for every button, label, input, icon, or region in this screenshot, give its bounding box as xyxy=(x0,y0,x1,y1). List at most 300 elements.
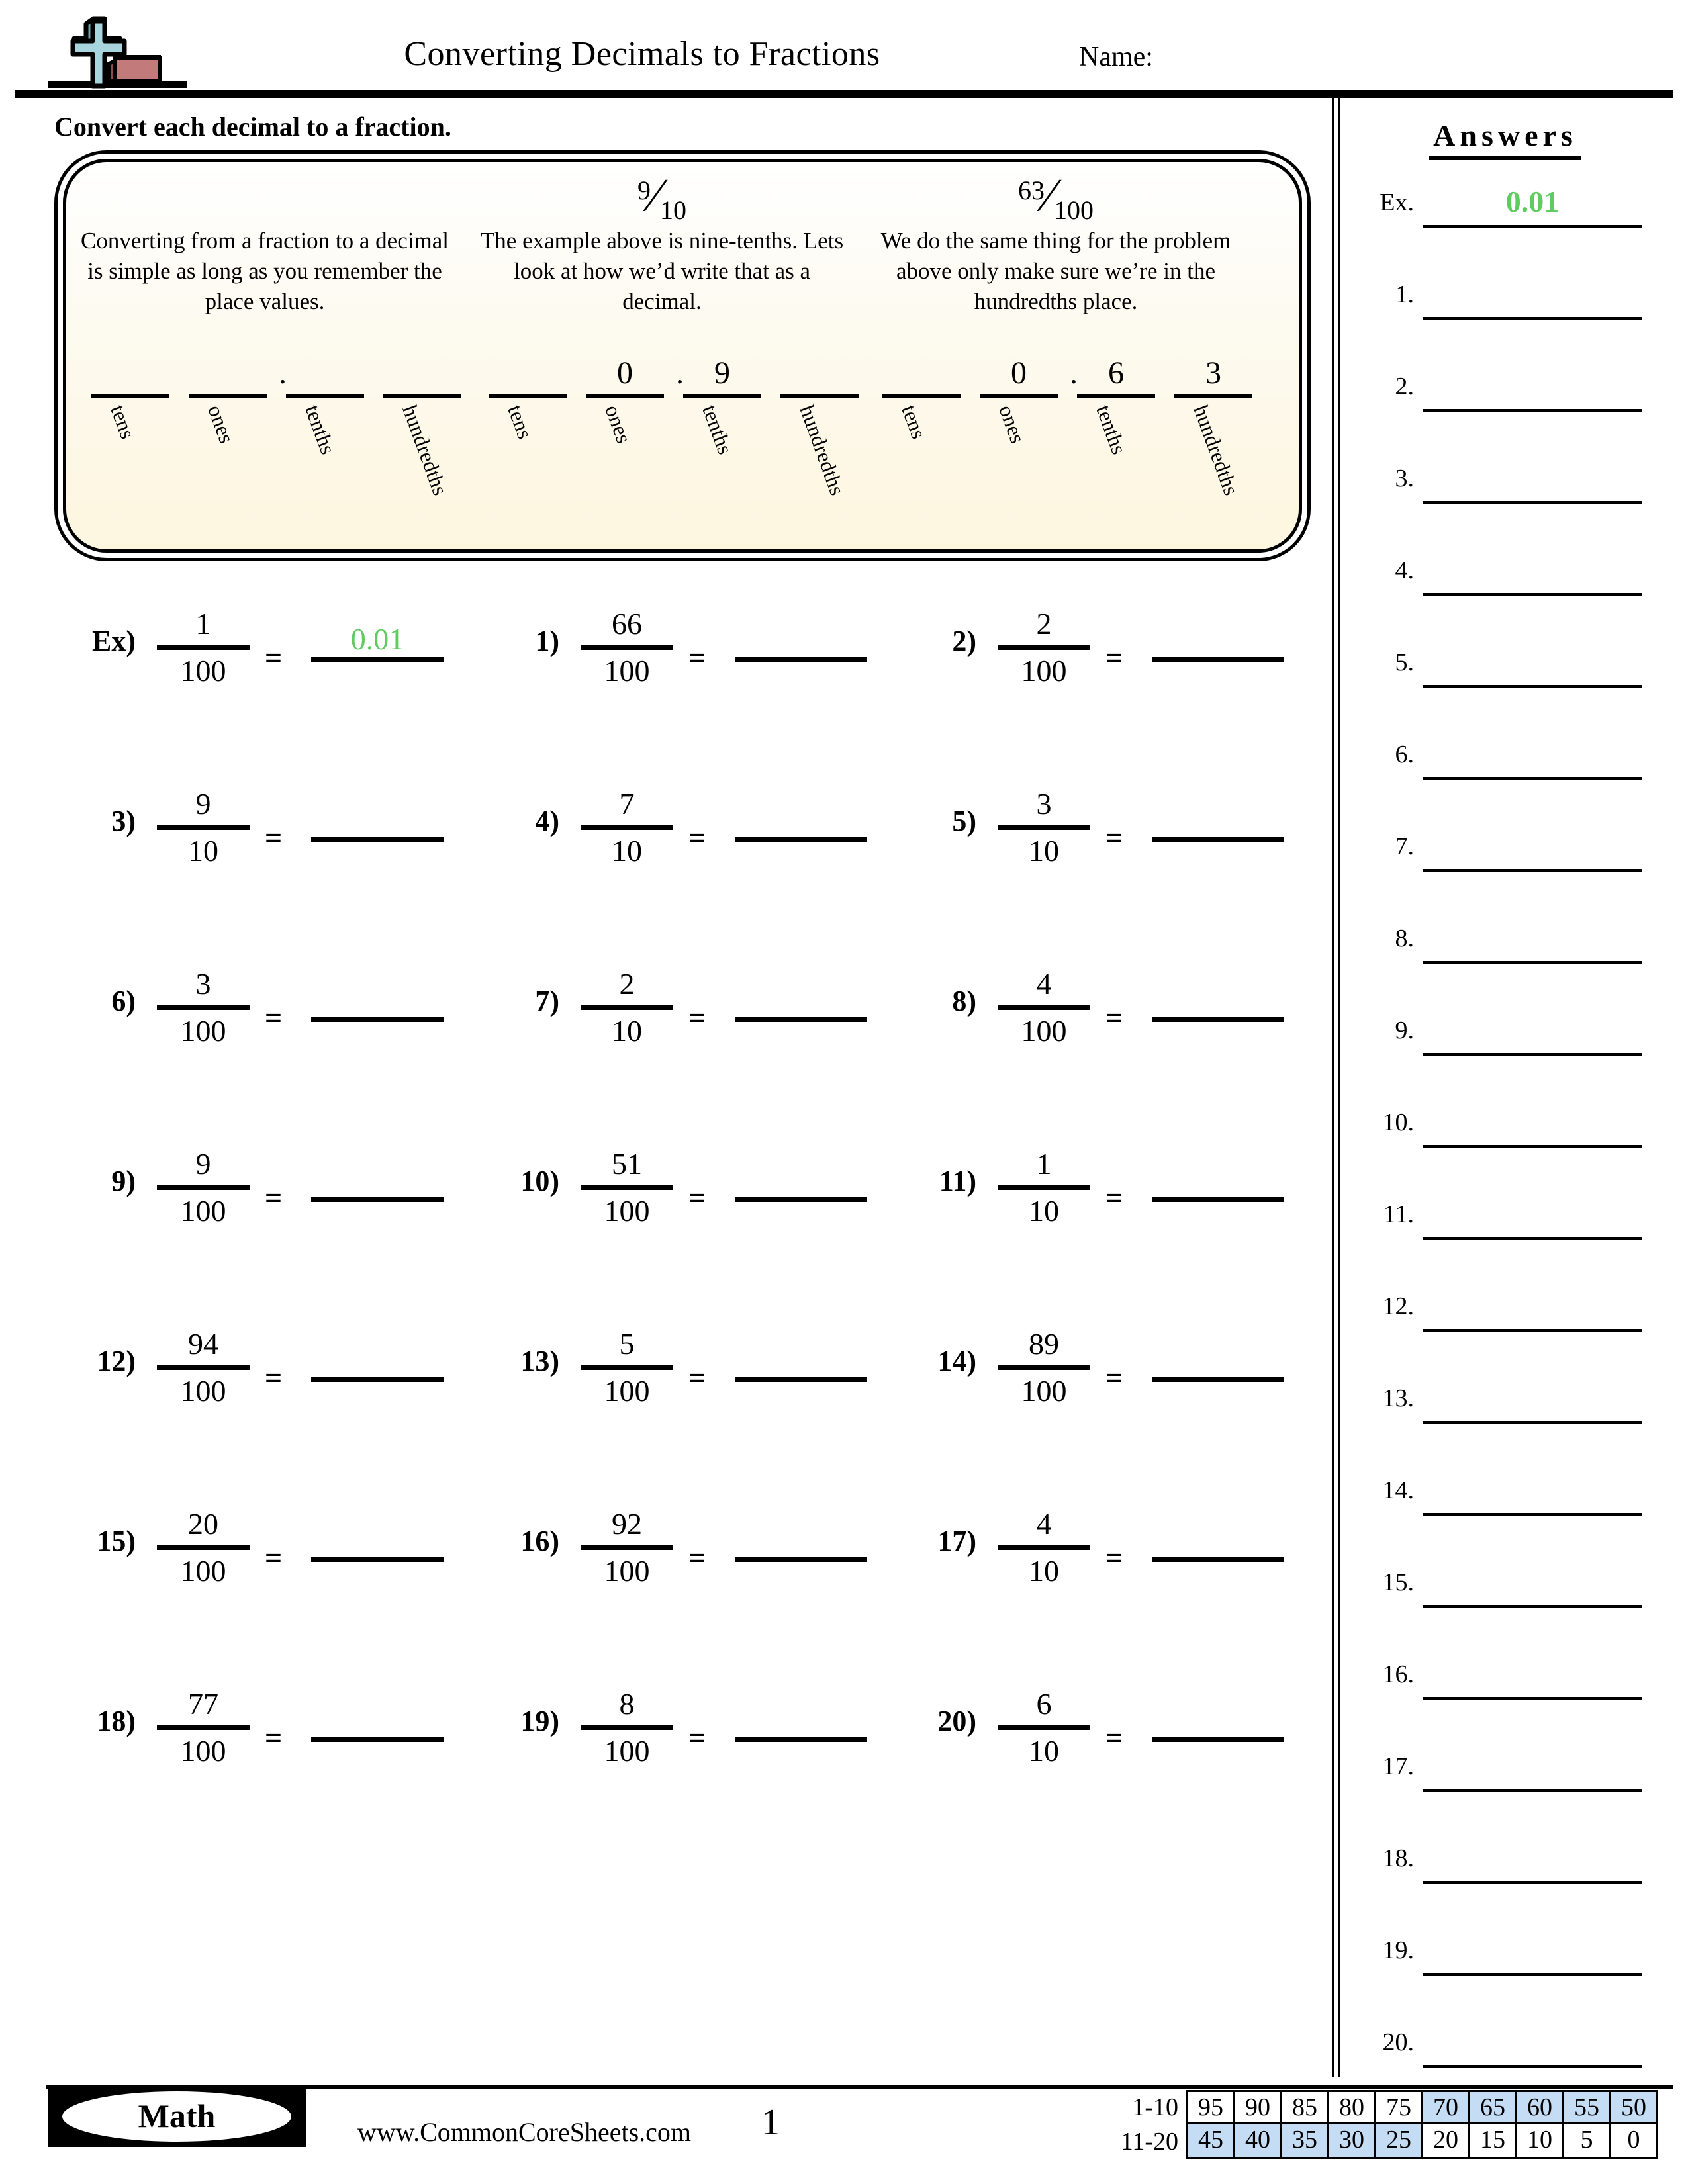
place-label: ones xyxy=(600,402,637,447)
problem-label: 12) xyxy=(97,1345,136,1377)
website-url: www.CommonCoreSheets.com xyxy=(357,2117,692,2147)
problem-3 xyxy=(46,779,470,925)
fraction-numerator: 6 xyxy=(1036,1687,1052,1721)
problem-label: 2) xyxy=(952,625,976,657)
problem-fraction xyxy=(571,1326,683,1410)
blank-line xyxy=(780,394,859,398)
score-table-row xyxy=(1076,2124,1658,2159)
answer-blank[interactable] xyxy=(735,657,867,662)
equals-sign: = xyxy=(265,1181,283,1214)
answer-blank[interactable] xyxy=(735,1017,867,1022)
page-title: Converting Decimals to Fractions xyxy=(404,35,880,73)
plus-minus-blocks-icon xyxy=(36,12,202,91)
problem-row xyxy=(0,1499,1332,1679)
answer-underline xyxy=(311,1737,444,1742)
fraction-bar xyxy=(998,1005,1090,1010)
answer-row-line xyxy=(1423,225,1642,228)
answers-title-text: Answers xyxy=(1429,118,1581,160)
badge-label: Math xyxy=(138,2097,216,2134)
answer-row-line xyxy=(1423,1973,1642,1976)
fraction-denominator: 10 xyxy=(1029,834,1059,868)
problem-5 xyxy=(887,779,1311,925)
fraction-numerator: 9 xyxy=(637,175,651,205)
answer-underline xyxy=(735,1017,867,1022)
answer-underline xyxy=(311,1017,444,1022)
answer-row[interactable] xyxy=(1340,276,1671,322)
problem-label: 8) xyxy=(952,985,976,1017)
fraction-numerator: 51 xyxy=(612,1147,642,1181)
decimal-point-1: . xyxy=(279,355,287,390)
example-column-2 xyxy=(477,162,850,549)
answer-blank[interactable] xyxy=(1152,1377,1284,1382)
fraction-denominator: 10 xyxy=(188,834,218,868)
problem-label: 11) xyxy=(939,1165,976,1197)
problem-7 xyxy=(470,959,894,1105)
problem-9 xyxy=(46,1139,470,1285)
problem-fraction xyxy=(988,966,1100,1050)
fraction-numerator: 1 xyxy=(195,607,211,641)
score-cell: 75 xyxy=(1374,2090,1421,2124)
equals-sign: = xyxy=(688,641,706,674)
problem-17 xyxy=(887,1499,1311,1645)
equals-sign: = xyxy=(688,1181,706,1214)
answer-row[interactable] xyxy=(1340,736,1671,782)
answer-underline xyxy=(311,657,444,662)
equals-sign: = xyxy=(1105,1001,1123,1034)
problem-label: 6) xyxy=(111,985,136,1017)
pane-divider xyxy=(1332,98,1340,2077)
answer-row-line xyxy=(1423,1145,1642,1148)
problem-row xyxy=(0,1139,1332,1319)
answer-blank[interactable] xyxy=(1152,837,1284,842)
place-label: hundredths xyxy=(1189,402,1244,498)
equals-sign: = xyxy=(265,1361,283,1394)
answer-row[interactable] xyxy=(1340,184,1671,230)
equals-sign: = xyxy=(688,1361,706,1394)
problem-fraction xyxy=(571,606,683,690)
equals-sign: = xyxy=(265,1541,283,1574)
answer-row[interactable] xyxy=(1340,1104,1671,1150)
decimal-point-2: . xyxy=(676,355,684,390)
score-cell: 80 xyxy=(1327,2090,1374,2124)
fraction-bar xyxy=(998,1185,1090,1190)
problem-4 xyxy=(470,779,894,925)
fraction-numerator: 4 xyxy=(1036,967,1052,1001)
score-cell: 20 xyxy=(1421,2124,1468,2159)
fraction-bar xyxy=(581,1365,673,1370)
fraction-denominator: 100 xyxy=(180,1194,226,1228)
digit xyxy=(286,354,364,392)
answer-underline xyxy=(311,1557,444,1562)
problem-label: 7) xyxy=(535,985,559,1017)
answer-blank[interactable] xyxy=(735,837,867,842)
digit xyxy=(383,354,461,392)
answer-blank[interactable] xyxy=(1152,657,1284,662)
digit: 3 xyxy=(1205,355,1221,390)
equals-sign: = xyxy=(265,821,283,854)
place-label: tenths xyxy=(1092,402,1132,458)
fraction-numerator: 1 xyxy=(1036,1147,1052,1181)
fraction-numerator: 5 xyxy=(619,1327,635,1361)
equals-sign: = xyxy=(688,1721,706,1754)
fraction-bar xyxy=(581,825,673,830)
score-cell: 90 xyxy=(1233,2090,1280,2124)
answer-row-line xyxy=(1423,1053,1642,1056)
answer-row[interactable] xyxy=(1340,2024,1671,2070)
fraction-bar xyxy=(581,1005,673,1010)
fraction-bar xyxy=(157,1185,250,1190)
problem-11 xyxy=(887,1139,1311,1285)
place-label: ones xyxy=(203,402,240,447)
example-text-2: The example above is nine-tenths. Lets look at how we’d write that as a decimal. xyxy=(480,228,844,315)
fraction-bar xyxy=(998,645,1090,650)
problem-fraction xyxy=(988,786,1100,870)
answer-row[interactable] xyxy=(1340,828,1671,874)
score-cell: 60 xyxy=(1515,2090,1562,2124)
fraction-denominator: 100 xyxy=(1021,1374,1067,1408)
fraction-numerator: 4 xyxy=(1036,1507,1052,1541)
fraction-denominator: 10 xyxy=(612,834,642,868)
answer-row[interactable] xyxy=(1340,552,1671,598)
fraction-numerator: 2 xyxy=(619,967,635,1001)
digit xyxy=(91,354,169,392)
example-column-3 xyxy=(870,162,1244,549)
problem-label: 9) xyxy=(111,1165,136,1197)
place-value-row-1 xyxy=(79,355,453,521)
answer-row-line xyxy=(1423,1421,1642,1424)
problem-label: 18) xyxy=(97,1705,136,1737)
answer-underline xyxy=(735,1377,867,1382)
problem-label: 3) xyxy=(111,805,136,837)
score-cell: 65 xyxy=(1468,2090,1515,2124)
digit: 0 xyxy=(617,355,633,390)
answer-row-label: 17. xyxy=(1382,1752,1414,1780)
answer-underline xyxy=(1152,1377,1284,1382)
page-header xyxy=(0,0,1688,99)
answer-underline xyxy=(311,1377,444,1382)
digit: 0 xyxy=(1011,355,1027,390)
fraction-bar xyxy=(157,1365,250,1370)
score-table-row xyxy=(1076,2090,1658,2124)
answer-row-label: 4. xyxy=(1395,557,1414,584)
problem-fraction xyxy=(988,1326,1100,1410)
place-value-row-2 xyxy=(477,355,850,521)
answer-row-value: 0.01 xyxy=(1505,185,1560,218)
problem-row xyxy=(0,959,1332,1139)
problem-label: 20) xyxy=(937,1705,976,1737)
problem-fraction xyxy=(147,1146,259,1230)
fraction-bar xyxy=(157,1725,250,1730)
name-field-label: Name: xyxy=(1079,42,1153,72)
fraction-numerator: 8 xyxy=(619,1687,635,1721)
equals-sign: = xyxy=(1105,1361,1123,1394)
place-label: hundredths xyxy=(795,402,850,498)
problem-label: Ex) xyxy=(92,625,136,657)
answer-underline xyxy=(1152,1557,1284,1562)
problem-fraction xyxy=(571,1146,683,1230)
answer-blank[interactable] xyxy=(311,1737,444,1742)
answer-row-line xyxy=(1423,1329,1642,1332)
place-label: tenths xyxy=(301,402,341,458)
place-label: ones xyxy=(994,402,1031,447)
problem-row xyxy=(0,1319,1332,1499)
score-cell: 25 xyxy=(1374,2124,1421,2159)
math-badge xyxy=(48,2086,306,2147)
place-label: tenths xyxy=(698,402,738,458)
fraction-denominator: 100 xyxy=(1021,1014,1067,1048)
fraction-bar xyxy=(998,1545,1090,1550)
fraction-denominator: 100 xyxy=(180,654,226,688)
answer-row-line xyxy=(1423,1697,1642,1700)
problem-label: 13) xyxy=(520,1345,559,1377)
answer-underline xyxy=(311,837,444,842)
answer-row-label: 15. xyxy=(1382,1569,1414,1596)
digit xyxy=(489,354,567,392)
score-cell: 35 xyxy=(1280,2124,1327,2159)
answer-row[interactable] xyxy=(1340,1288,1671,1334)
blank-line xyxy=(286,394,364,398)
answer-row-label: 18. xyxy=(1382,1844,1414,1872)
fraction-denominator: 100 xyxy=(604,1734,650,1768)
answer-row[interactable] xyxy=(1340,1932,1671,1978)
answer-blank[interactable] xyxy=(1152,1017,1284,1022)
answer-blank[interactable] xyxy=(311,622,444,662)
fraction-numerator: 3 xyxy=(1036,787,1052,821)
problem-13 xyxy=(470,1319,894,1465)
answer-row[interactable] xyxy=(1340,1196,1671,1242)
problem-fraction xyxy=(571,966,683,1050)
problem-row xyxy=(0,779,1332,959)
score-cell: 45 xyxy=(1186,2124,1233,2159)
answer-underline xyxy=(311,1197,444,1202)
answer-blank[interactable] xyxy=(311,1017,444,1022)
answer-blank[interactable] xyxy=(735,1197,867,1202)
fraction-numerator: 9 xyxy=(195,787,211,821)
fraction-bar xyxy=(581,1545,673,1550)
example-column-1 xyxy=(79,162,453,549)
place-value-row-3 xyxy=(870,355,1244,521)
fraction-bar xyxy=(157,645,250,650)
problem-fraction xyxy=(571,786,683,870)
answer-underline xyxy=(735,657,867,662)
score-cell: 40 xyxy=(1233,2124,1280,2159)
fraction-numerator: 92 xyxy=(612,1507,642,1541)
answer-blank[interactable] xyxy=(1152,1737,1284,1742)
fraction-denominator: 10 xyxy=(1029,1734,1059,1768)
decimal-point-3: . xyxy=(1070,355,1078,390)
fraction-numerator: 66 xyxy=(612,607,642,641)
problem-label: 17) xyxy=(937,1525,976,1557)
answer-row[interactable] xyxy=(1340,1748,1671,1794)
equals-sign: = xyxy=(1105,1721,1123,1754)
problem-2 xyxy=(887,599,1311,745)
directions-text: Convert each decimal to a fraction. xyxy=(54,112,451,142)
equals-sign: = xyxy=(1105,821,1123,854)
example-fraction-3 xyxy=(870,171,1241,231)
problem-20 xyxy=(887,1679,1311,1825)
answer-blank[interactable] xyxy=(1152,1197,1284,1202)
problem-15 xyxy=(46,1499,470,1645)
answer-row-line xyxy=(1423,1881,1642,1884)
problem-fraction xyxy=(571,1506,683,1590)
problem-fraction xyxy=(988,606,1100,690)
place-label: tens xyxy=(106,402,140,442)
score-cell: 5 xyxy=(1562,2124,1609,2159)
header-divider xyxy=(15,90,1673,98)
fraction-denominator: 100 xyxy=(180,1374,226,1408)
answer-row-line xyxy=(1423,777,1642,780)
answer-blank[interactable] xyxy=(735,1557,867,1562)
fraction-denominator: 100 xyxy=(604,654,650,688)
fraction-bar xyxy=(157,1545,250,1550)
fraction-slash: ⁄ xyxy=(1045,169,1054,222)
page-number: 1 xyxy=(761,2102,780,2143)
equals-sign: = xyxy=(265,641,283,674)
fraction-numerator: 94 xyxy=(188,1327,218,1361)
problem-19 xyxy=(470,1679,894,1825)
fraction-numerator: 77 xyxy=(188,1687,218,1721)
blank-line xyxy=(1077,394,1155,398)
problem-label: 19) xyxy=(520,1705,559,1737)
answer-row[interactable] xyxy=(1340,1012,1671,1058)
digit xyxy=(882,354,961,392)
fraction-bar xyxy=(157,825,250,830)
score-cell: 50 xyxy=(1609,2090,1658,2124)
fraction-numerator: 20 xyxy=(188,1507,218,1541)
fraction-denominator: 10 xyxy=(612,1014,642,1048)
answer-underline xyxy=(735,1557,867,1562)
answer-blank[interactable] xyxy=(311,837,444,842)
score-range-label: 1-10 xyxy=(1132,2093,1178,2121)
blank-line xyxy=(683,394,761,398)
problem-label: 4) xyxy=(535,805,559,837)
answer-row-line xyxy=(1423,1789,1642,1792)
answer-row-label: 5. xyxy=(1395,649,1414,676)
answer-row-label: Ex. xyxy=(1380,189,1414,216)
answer-blank[interactable] xyxy=(311,1197,444,1202)
example-fraction-2 xyxy=(477,171,847,231)
example-text-1: Converting from a fraction to a decimal is simple as long as you remember the place values. xyxy=(81,228,449,315)
answer-blank[interactable] xyxy=(311,1557,444,1562)
fraction-denominator: 100 xyxy=(180,1734,226,1768)
answer-row[interactable] xyxy=(1340,460,1671,506)
problem-16 xyxy=(470,1499,894,1645)
answer-row-line xyxy=(1423,869,1642,872)
problem-fraction xyxy=(147,1686,259,1770)
fraction-denominator: 10 xyxy=(1029,1194,1059,1228)
score-cell: 15 xyxy=(1468,2124,1515,2159)
score-cell: 10 xyxy=(1515,2124,1562,2159)
score-cell: 70 xyxy=(1421,2090,1468,2124)
digit xyxy=(189,354,267,392)
answer-row-line xyxy=(1423,1605,1642,1608)
answer-row-label: 14. xyxy=(1382,1477,1414,1504)
fraction-bar xyxy=(581,1185,673,1190)
problem-label: 15) xyxy=(97,1525,136,1557)
answer-blank[interactable] xyxy=(735,1377,867,1382)
answers-panel-title xyxy=(1340,118,1671,153)
equals-sign: = xyxy=(1105,1541,1123,1574)
problem-fraction xyxy=(147,786,259,870)
problem-fraction xyxy=(147,1326,259,1410)
fraction-bar xyxy=(157,1005,250,1010)
problem-row xyxy=(0,599,1332,779)
place-label: hundredths xyxy=(398,402,453,498)
answer-row[interactable] xyxy=(1340,920,1671,966)
answer-row[interactable] xyxy=(1340,1656,1671,1702)
answer-row-line xyxy=(1423,1513,1642,1516)
blank-line xyxy=(980,394,1058,398)
problem-6 xyxy=(46,959,470,1105)
score-cell: 0 xyxy=(1609,2124,1658,2159)
answer-underline xyxy=(1152,1197,1284,1202)
answer-row-label: 1. xyxy=(1395,281,1414,308)
answer-row-label: 20. xyxy=(1382,2028,1414,2056)
answer-row[interactable] xyxy=(1340,1564,1671,1610)
answer-row-label: 2. xyxy=(1395,373,1414,400)
problems-grid xyxy=(0,599,1332,1859)
problem-label: 10) xyxy=(520,1165,559,1197)
answer-underline xyxy=(735,1737,867,1742)
answer-row[interactable] xyxy=(1340,368,1671,414)
problem-fraction xyxy=(147,606,259,690)
score-cell: 85 xyxy=(1280,2090,1327,2124)
answer-row-label: 8. xyxy=(1395,925,1414,952)
equals-sign: = xyxy=(688,1541,706,1574)
equals-sign: = xyxy=(688,821,706,854)
fraction-slash: ⁄ xyxy=(651,169,660,222)
fraction-numerator: 3 xyxy=(195,967,211,1001)
blank-line xyxy=(383,394,461,398)
problem-fraction xyxy=(988,1506,1100,1590)
score-cell: 95 xyxy=(1186,2090,1233,2124)
problem-label: 14) xyxy=(937,1345,976,1377)
problem-fraction xyxy=(147,966,259,1050)
equals-sign: = xyxy=(265,1721,283,1754)
example-explanation-box xyxy=(63,159,1302,553)
fraction-denominator: 100 xyxy=(604,1374,650,1408)
answer-row[interactable] xyxy=(1340,1840,1671,1886)
fraction-bar xyxy=(998,1365,1090,1370)
equals-sign: = xyxy=(265,1001,283,1034)
fraction-denominator: 100 xyxy=(604,1194,650,1228)
problem-label: 5) xyxy=(952,805,976,837)
answer-blank[interactable] xyxy=(735,1737,867,1742)
equals-sign: = xyxy=(688,1001,706,1034)
fraction-bar xyxy=(998,825,1090,830)
answer-row[interactable] xyxy=(1340,1380,1671,1426)
problem-fraction xyxy=(571,1686,683,1770)
answer-underline xyxy=(1152,1017,1284,1022)
answer-row-label: 6. xyxy=(1395,741,1414,768)
answer-blank[interactable] xyxy=(1152,1557,1284,1562)
problem-8 xyxy=(887,959,1311,1105)
fraction-denominator: 10 xyxy=(660,195,687,225)
answer-row[interactable] xyxy=(1340,1472,1671,1518)
fraction-denominator: 100 xyxy=(180,1014,226,1048)
problem-1 xyxy=(470,599,894,745)
answer-row-line xyxy=(1423,317,1642,320)
answer-blank[interactable] xyxy=(311,1377,444,1382)
fraction-bar xyxy=(581,645,673,650)
problem-row xyxy=(0,1679,1332,1859)
problem-fraction xyxy=(988,1146,1100,1230)
score-range-label: 11-20 xyxy=(1120,2128,1178,2156)
problem-example xyxy=(46,599,470,745)
answer-row-label: 11. xyxy=(1383,1201,1414,1228)
blank-line xyxy=(489,394,567,398)
answer-row[interactable] xyxy=(1340,644,1671,690)
